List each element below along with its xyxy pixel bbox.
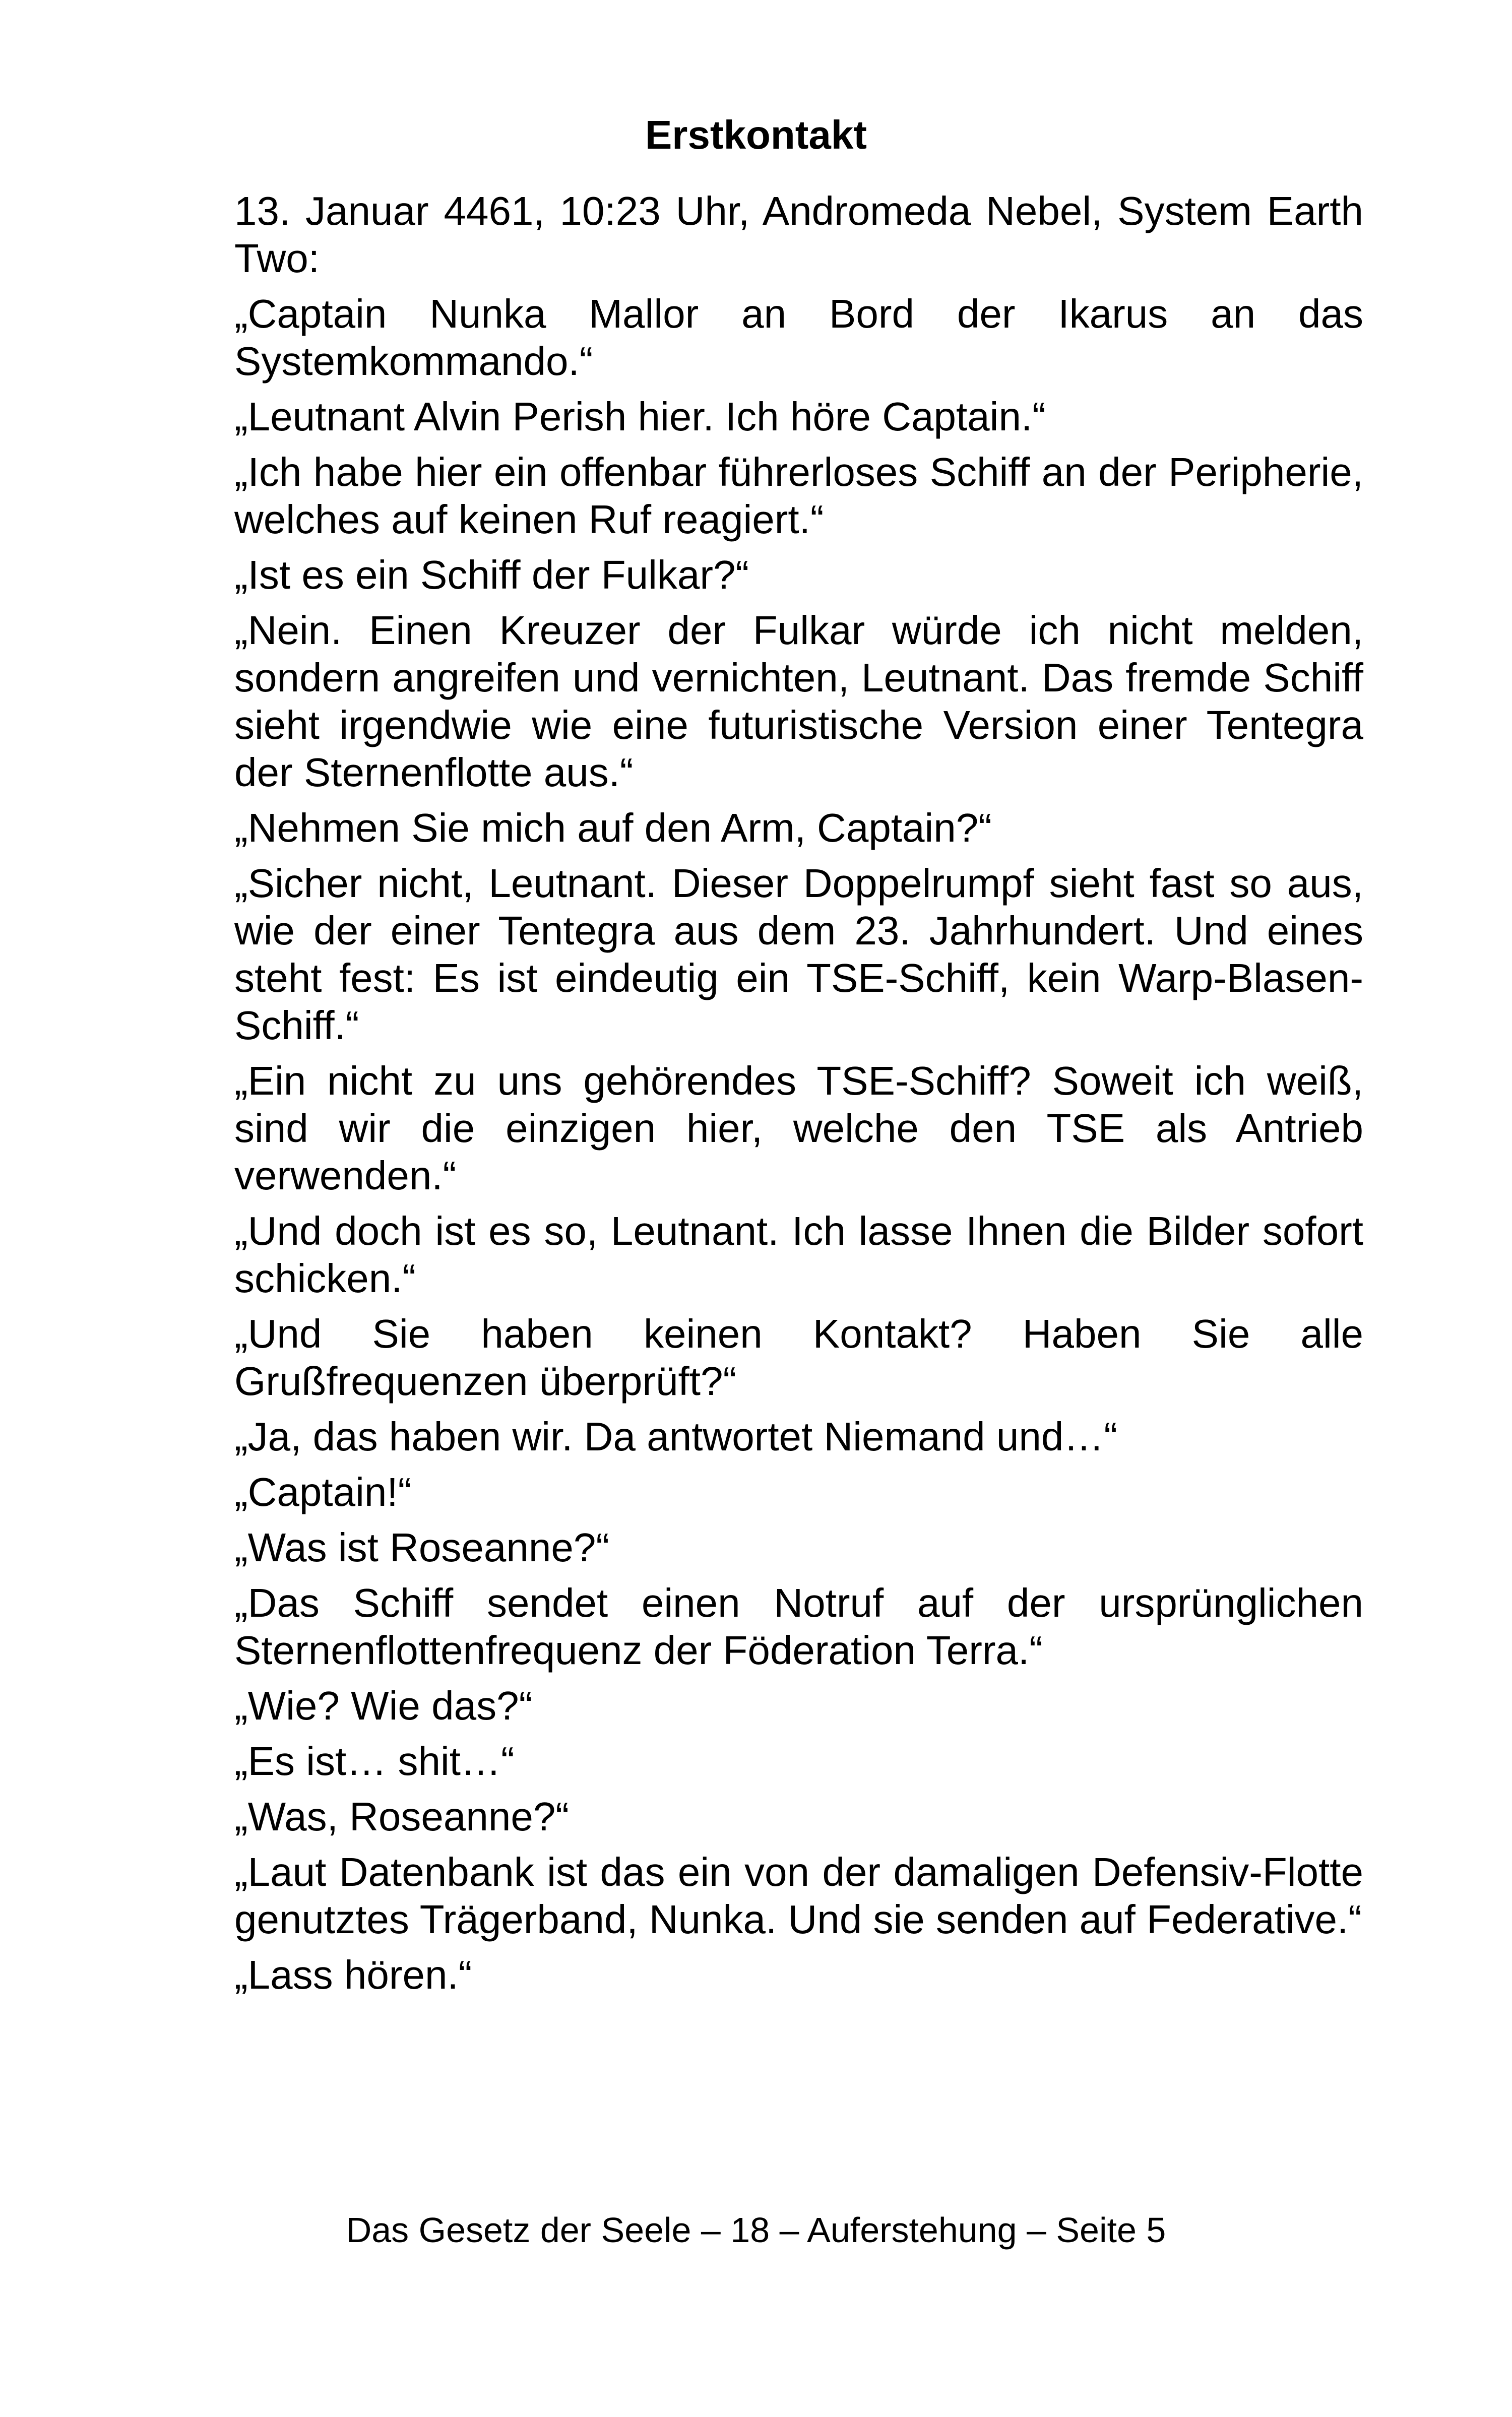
paragraph: „Was ist Roseanne?“: [234, 1525, 609, 1570]
paragraph: „Leutnant Alvin Perish hier. Ich höre Captain.“: [234, 394, 1046, 439]
paragraph: „Was, Roseanne?“: [234, 1794, 569, 1839]
paragraph: „Es ist… shit…“: [234, 1739, 515, 1784]
paragraph: „Captain Nunka Mallor an Bord der Ikarus an das Systemkommando.“: [234, 291, 1363, 384]
paragraph: „Laut Datenbank ist das ein von der damaligen Defensiv-Flotte genutztes Trägerband, Nunka. Und sie senden auf Federative.“: [234, 1850, 1363, 1942]
paragraph: „Nein. Einen Kreuzer der Fulkar würde ich nicht melden, sondern angreifen und vernichten, Leutnant. Das fremde Schiff sieht irgendwie wie eine futuristische Version einer Tentegra der Sternenflotte aus.“: [234, 608, 1363, 795]
paragraph: „Ich habe hier ein offenbar führerloses Schiff an der Peripherie, welches auf keinen Ruf reagiert.“: [234, 450, 1363, 542]
paragraph: „Sicher nicht, Leutnant. Dieser Doppelrumpf sieht fast so aus, wie der einer Tentegra aus dem 23. Jahrhundert. Und eines steht fest: Es ist eindeutig ein TSE-Schiff, kein Warp-Blasen-Schiff.“: [234, 861, 1363, 1048]
paragraph: „Ein nicht zu uns gehörendes TSE-Schiff? Soweit ich weiß, sind wir die einzigen hier, welche den TSE als Antrieb verwenden.“: [234, 1058, 1363, 1198]
paragraph: „Ja, das haben wir. Da antwortet Niemand und…“: [234, 1414, 1117, 1459]
paragraph: „Und Sie haben keinen Kontakt? Haben Sie alle Grußfrequenzen überprüft?“: [234, 1311, 1363, 1404]
paragraph: „Ist es ein Schiff der Fulkar?“: [234, 552, 749, 597]
paragraph: 13. Januar 4461, 10:23 Uhr, Andromeda Nebel, System Earth Two:: [234, 188, 1363, 281]
paragraph: „Nehmen Sie mich auf den Arm, Captain?“: [234, 805, 992, 850]
paragraph: „Lass hören.“: [234, 1952, 472, 1997]
paragraph: „Wie? Wie das?“: [234, 1683, 533, 1728]
page-footer: Das Gesetz der Seele – 18 – Auferstehung – Seite 5: [346, 2210, 1166, 2250]
body-text: [234, 187, 1363, 2007]
page-title: Erstkontakt: [645, 112, 867, 157]
paragraph: „Das Schiff sendet einen Notruf auf der ursprünglichen Sternenflottenfrequenz der Föderation Terra.“: [234, 1580, 1363, 1673]
paragraph: „Und doch ist es so, Leutnant. Ich lasse Ihnen die Bilder sofort schicken.“: [234, 1208, 1363, 1301]
paragraph: „Captain!“: [234, 1470, 412, 1514]
